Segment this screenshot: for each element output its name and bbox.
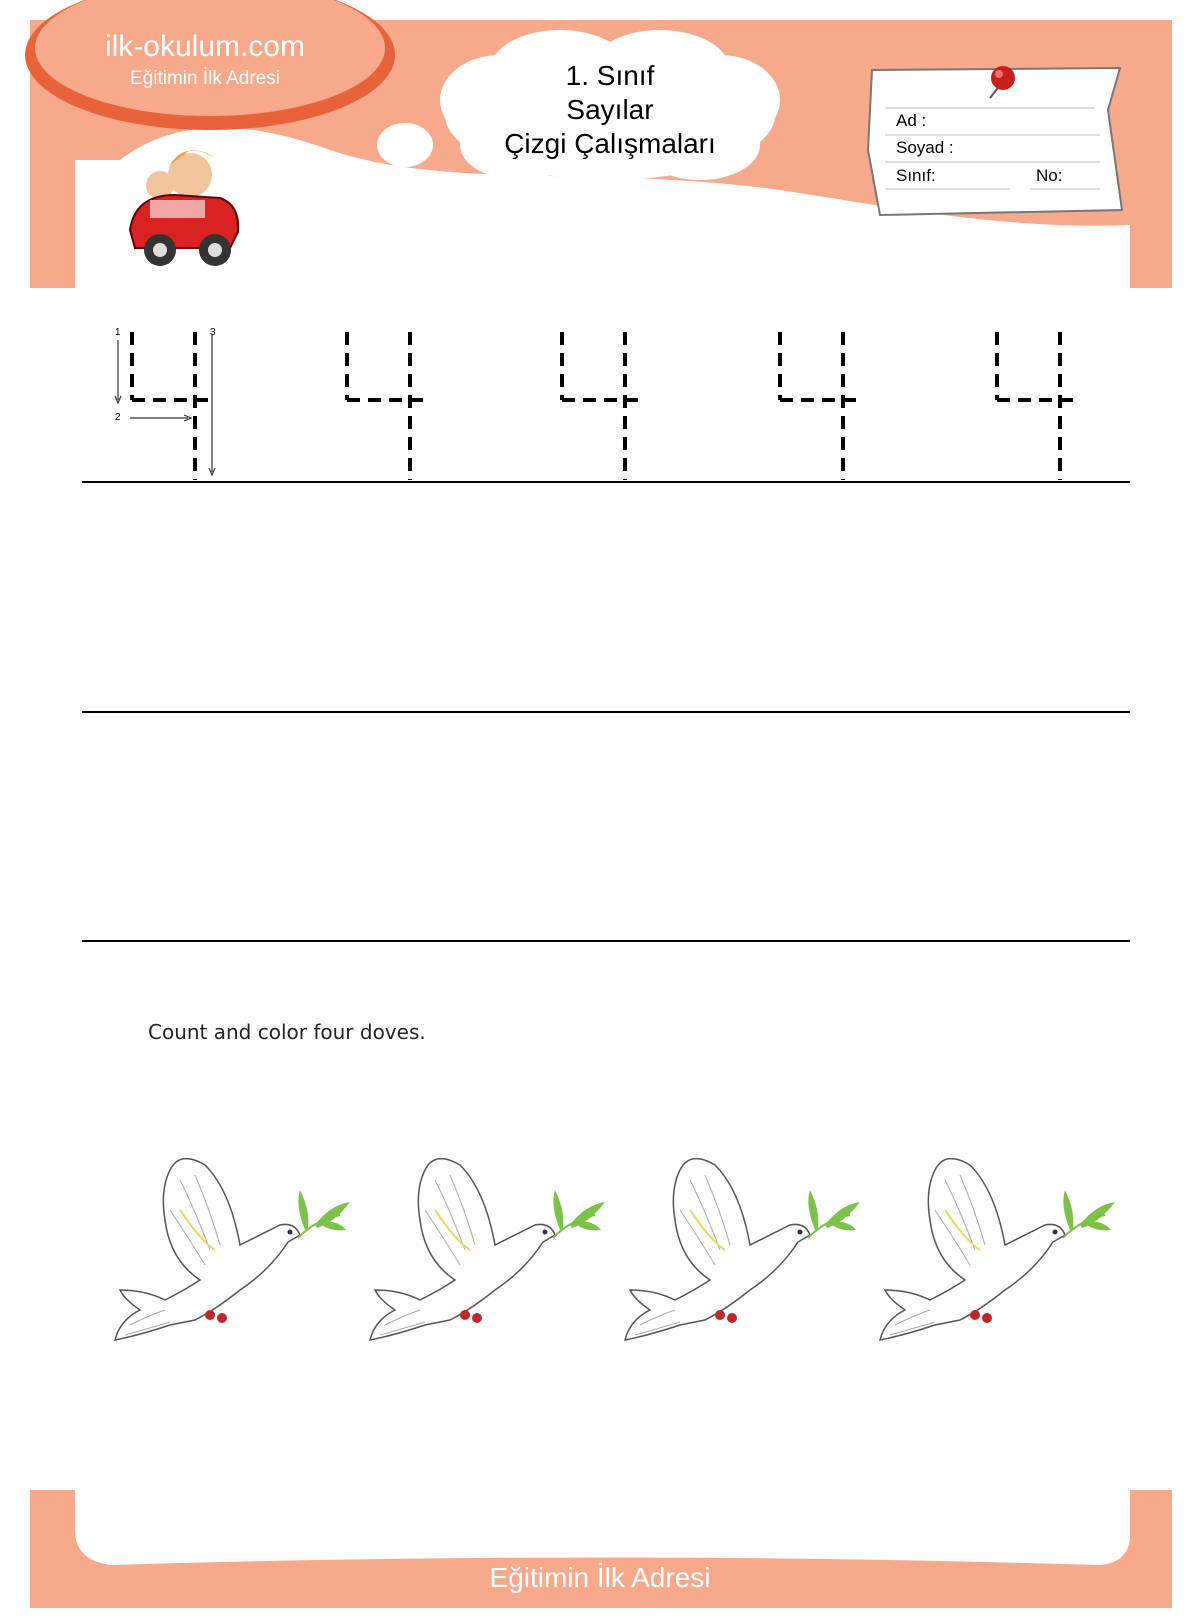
instruction-text: Count and color four doves. xyxy=(148,1020,426,1044)
dashed-digit-4 xyxy=(997,332,1075,480)
footer-tagline: Eğitimin İlk Adresi xyxy=(489,1562,711,1593)
title-topic: Çizgi Çalışmaları xyxy=(504,128,716,159)
dashed-digit-4 xyxy=(562,332,640,480)
dashed-digit-4 xyxy=(132,332,210,480)
dashed-digit-4 xyxy=(780,332,858,480)
dashed-digit-row xyxy=(132,332,1075,480)
dove-icon xyxy=(625,1159,860,1340)
dove-icon xyxy=(880,1159,1115,1340)
dove-row xyxy=(115,1159,1115,1340)
logo-site-name: ilk-okulum.com xyxy=(104,30,306,63)
dove-icon xyxy=(115,1159,350,1340)
surname-field-label: Soyad : xyxy=(896,138,954,157)
stroke-number-1: 1 xyxy=(115,327,121,338)
class-field-label: Sınıf: xyxy=(896,166,936,185)
number-field-label: No: xyxy=(1036,166,1063,185)
title-subject: Sayılar xyxy=(566,94,654,125)
footer-site-name: ilk-okulum.com xyxy=(453,1512,747,1561)
name-field-label: Ad : xyxy=(896,111,927,130)
dove-icon xyxy=(370,1159,605,1340)
stroke-order-guide xyxy=(115,335,215,475)
logo-tagline: Eğitimin İlk Adresi xyxy=(130,68,280,89)
dashed-digit-4 xyxy=(347,332,425,480)
title-grade: 1. Sınıf xyxy=(565,60,655,91)
car-kids-icon xyxy=(130,150,238,266)
stroke-number-2: 2 xyxy=(115,412,121,423)
stroke-number-3: 3 xyxy=(210,327,216,338)
